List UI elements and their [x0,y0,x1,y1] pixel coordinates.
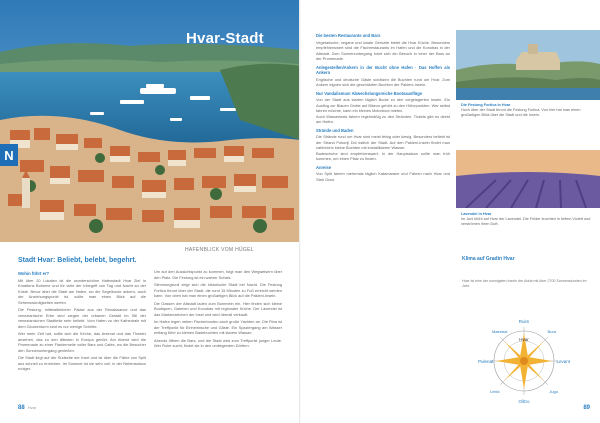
paragraph: Die Gassen der Altstadt laden zum Bummeln ein. Hier finden sich kleine Boutiquen, Galerien und Konobas mit regionaler Küche. Der Lavendel ist das Markenzeichen der Insel und wird überall verkauft. [154,300,282,317]
wind-label-w: Pulenat [478,359,494,364]
paragraph: Von der Stadt aus starten täglich Boote zu den vorgelagerten Inseln. Ein Ausflug zur Blauen Grotte auf Biševo gehört zu den Höhepunkten. Wer selbst fahren möchte, kann ein kleines Motorboot mieten. [316,97,450,113]
wind-label-n: Ruim [518,319,530,324]
lavender-caption [461,212,593,227]
folio-left-label: Hvar [27,405,37,410]
lavender-photo [456,150,600,208]
article-headline: Stadt Hvar: Beliebt, belebt, begehrt. [18,257,137,264]
paragraph: Von Split fahren mehrmals täglich Katamarane und Fähren nach Hvar und Stari Grad. [316,171,450,182]
paragraph: Die Festung, mittelalterlicher Palast aus der Renaissance und das venezianische Erbe sind wegen der urbanen Gestalt im Stil der venezianischen Stadtteile sehr beliebt. Vom Hafen zu der Kathedrale mit dem Glockenturm sind es nur wenige Schritte. [18,307,146,329]
subheading: Anlegestellen/Ankern in der Bucht ohne Hafen · Das Hoffen als Ankern [316,64,450,75]
wind-label-nw: Maestral [492,329,508,334]
page-title: Hvar-Stadt [186,30,264,47]
paragraph: Die Stadt liegt auf der Südseite der Insel und ist über die Fähre von Split aus schnell zu erreichen. Im Sommer ist sie sehr voll, in der Nebensaison ruhiger. [18,355,146,371]
fortress-caption-title: Die Festung Fortica in Hvar [461,103,511,107]
wind-label-s: Oštro [518,399,530,404]
left-column-2 [154,269,282,407]
folio-right [583,405,590,411]
paragraph: Stimmungsvoll zeigt sich die historische Stadt bei Nacht. Die Festung Fortica thront über der Stadt, die rund 15 Minuten zu Fuß erreicht werden kann. Von oben hat man einen großartigen Blick auf die Pakleni-Inseln. [154,282,282,298]
page-number-right: 89 [583,405,590,411]
wind-label-sw: Lebić [490,389,500,394]
photo-caption: HAFENBLICK VOM HÜGEL [185,247,254,253]
gutter [299,0,301,423]
lavender-caption-text: Im Juni blüht auf Hvar der Lavendel. Die Felder leuchten in tiefem Violett und verströmen ihren Duft. [461,217,591,226]
paragraph: Auch Wassertaxis fahren regelmäßig zu den Stränden. Tickets gibt es direkt am Hafen. [316,113,450,124]
wind-rose [476,313,572,407]
wind-rose-center-label: Hvar [519,337,529,342]
paragraph: Die Strände rund um Hvar sind meist felsig oder kiesig. Besonders beliebt ist der Strand Pokonji Dol östlich der Stadt. Auf den Pakleni-Inseln findet man zahlreiche kleine Buchten mit kristallklarem Wasser. [316,134,450,150]
climate-intro: Hvar ist eine der sonnigsten Inseln der Adria mit über 2700 Sonnenstunden im Jahr. [462,279,587,288]
left-column-1 [18,269,146,407]
paragraph: Vegetarische, vegane und lokale Gerichte bietet die Hvar Küche. Besonders empfehlenswert sind die Fischrestaurants im Hafen und die Konobas in der Altstadt. Zum Sonnenuntergang lohnt sich ein Besuch in einer der Bars an der Promenade. [316,39,450,61]
lavender-caption-title: Lavendel in Hvar [461,212,492,216]
subheading: Strände und Baden [316,127,354,133]
climate-title: Klima auf Gradin Hvar [462,256,515,262]
paragraph: Im Hafen legen neben Fischerbooten auch große Yachten an. Die Riva ist der Treffpunkt für Einheimische und Gäste. Ein Spaziergang am Wasser entlang führt zu kleinen Badebuchten mit klarem Wasser. [154,319,282,335]
subheading: Anreise [316,164,332,170]
paragraph: Mit über 20 Lokalen ist die wunderschöne Hafenstadt Hvar Ziel in Kroatiens Boheme und für viele der Inbegriff von Tag und Nacht an der Küste. Bevor aber die Stadt am Hafen, wo die Segelboote ankern, auch der Anziehungspunkt ist, sollte man einen Blick auf die Sehenswürdigkeiten werfen. [18,277,146,305]
wind-label-se: Jugo [549,389,558,394]
folio-left [18,405,36,411]
fortress-caption [461,103,593,118]
paragraph: Englische und deutsche Gäste schätzen die Buchten rund um Hvar. Zum Ankern eignen sich die geschützten Buchten der Pakleni-Inseln. [316,76,450,87]
paragraph: Badeschuhe sind empfehlenswert. In der Hauptsaison sollte man früh kommen, um einen Platz zu finden. [316,150,450,161]
wind-label-e: Levant [556,359,570,364]
paragraph: Abends öffnen die Bars, und die Stadt wird zum Treffpunkt junger Leute. Wer Ruhe sucht, findet sie in den umliegenden Dörfern. [154,337,282,348]
subheading: Wohin führt er? [18,271,50,276]
right-column [316,30,450,412]
subheading: Nur Vandalismus! Abwechslungsreiche Bootsausflüge [316,90,423,96]
paragraph: Um auf den Aussichtspunkt zu kommen, folgt man den Wegweisern über den Platz. Die Festung ist ein wahrer Schatz. [154,269,282,280]
fortress-photo [456,30,600,100]
subheading: Die besten Restaurants und Bars [316,33,381,38]
chapter-tab: N [0,144,18,166]
paragraph: Wer mehr Zeit hat, sollte sich die Kirche, das Arsenal und das Theater ansehen, das zu den ältesten in Europa gehört. Am Abend wird die Promenade zu einer Flaniermeile voller Bars und Cafés, wo die Besucher den Sonnenuntergang genießen. [18,331,146,353]
fortress-caption-text: Hoch über der Stadt thront die Festung Fortica. Von hier hat man einen großartigen Blick über die Stadt und die Inseln. [461,108,581,117]
wind-label-ne: Bura [547,329,556,334]
page-number-left: 88 [18,405,25,411]
